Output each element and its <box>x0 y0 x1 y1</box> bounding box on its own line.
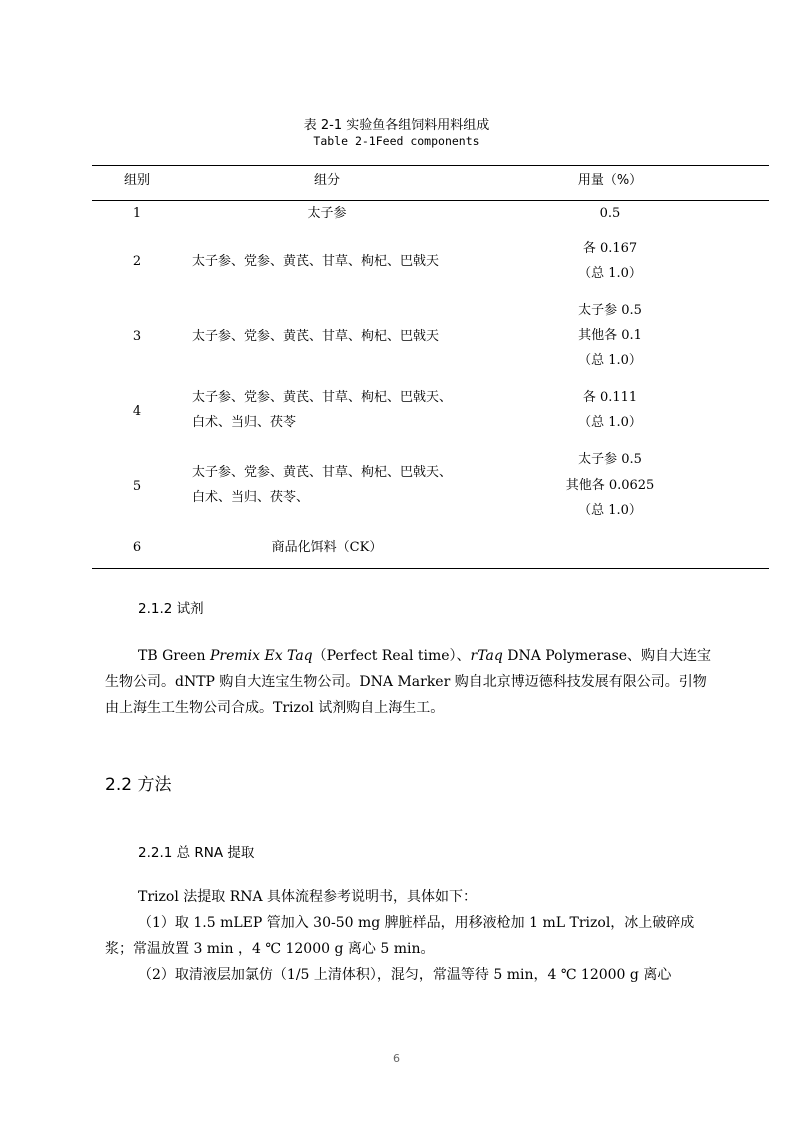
table-row-5-dosage-line2: 其他各 0.0625 <box>565 478 655 493</box>
section-2-1-2-paragraph <box>105 643 715 721</box>
table-row-5-components-line1: 太子参、党参、黄芪、甘草、枸杞、巴戟天、 <box>192 465 453 480</box>
table-row-5-components-line2: 白术、当归、茯苓、 <box>192 490 310 505</box>
table-row-3-dosage-line2: 其他各 0.1 <box>578 328 642 343</box>
section-heading-2-2: 2.2 方法 <box>105 775 172 795</box>
table-top-rule <box>92 165 769 166</box>
table-header-group: 组别 <box>123 173 150 188</box>
rna-intro-line: Trizol 法提取 RNA 具体流程参考说明书，具体如下： <box>138 889 478 905</box>
table-header-dosage: 用量（%） <box>577 173 643 188</box>
table-row-2-dosage-line1: 各 0.167 <box>582 241 638 256</box>
rna-step-2: （2）取清液层加氯仿（1/5 上清体积），混匀，常温等待 5 min，4 ℃ 12000 g 离心 <box>138 967 672 983</box>
table-row-3-group: 3 <box>132 329 142 344</box>
table-row-3-dosage-line1: 太子参 0.5 <box>578 303 642 318</box>
section-heading-2-1-2: 2.1.2 试剂 <box>138 601 204 617</box>
table-row-5-dosage-line3: （总 1.0） <box>578 503 642 518</box>
table-row-4-dosage-line1: 各 0.111 <box>582 390 638 405</box>
table-row-5-group: 5 <box>132 479 142 494</box>
table-row-2-dosage-line2: （总 1.0） <box>578 266 642 281</box>
table-row-2-group: 2 <box>132 254 142 269</box>
table-bottom-rule <box>92 568 769 569</box>
page-number: 6 <box>393 1052 400 1065</box>
rna-step-1: （1）取 1.5 mLEP 管加入 30-50 mg 脾脏样品，用移液枪加 1 mL Trizol，冰上破碎成浆；常温放置 3 min ，4 ℃ 12000 g 离心 5 min。 <box>105 915 695 957</box>
table-row-5-dosage-line1: 太子参 0.5 <box>578 452 642 467</box>
reagent-text-1: TB Green <box>138 648 210 664</box>
table-row-4-group: 4 <box>132 404 142 419</box>
table-row-1-dosage: 0.5 <box>599 206 621 221</box>
reagent-text-italic-1: Premix Ex Taq <box>210 648 313 664</box>
table-row-2-components: 太子参、党参、黄芪、甘草、枸杞、巴戟天 <box>192 254 440 269</box>
table-row-3-components: 太子参、党参、黄芪、甘草、枸杞、巴戟天 <box>192 329 440 344</box>
reagent-text-italic-2: rTaq <box>470 648 503 664</box>
table-row-4-components-line2: 白术、当归、茯苓 <box>192 415 297 430</box>
table-row-6-components: 商品化饵料（CK） <box>271 540 383 555</box>
table-row-1-group: 1 <box>132 206 142 221</box>
table-row-4-dosage-line2: （总 1.0） <box>578 415 642 430</box>
table-row-1-components: 太子参 <box>307 206 347 221</box>
table-row-4-components-line1: 太子参、党参、黄芪、甘草、枸杞、巴戟天、 <box>192 390 453 405</box>
table-header-components: 组分 <box>313 173 340 188</box>
table-caption-cn: 表 2-1 实验鱼各组饲料用料组成 <box>303 118 490 133</box>
table-row-6-group: 6 <box>132 540 142 555</box>
reagent-text-2: （Perfect Real time）、 <box>312 648 471 664</box>
section-2-2-1-body <box>105 884 715 988</box>
table-row-3-dosage-line3: （总 1.0） <box>578 353 642 368</box>
table-caption-en: Table 2-1Feed components <box>313 134 480 148</box>
reagent-text-3: DNA Polymerase、购自大连宝生物公司。dNTP 购自大连宝生物公司。DNA Marker 购自北京博迈德科技发展有限公司。引物由上海生工生物公司合成。Trizol 试剂购自上海生工。 <box>105 648 712 716</box>
section-heading-2-2-1: 2.2.1 总 RNA 提取 <box>138 845 255 861</box>
